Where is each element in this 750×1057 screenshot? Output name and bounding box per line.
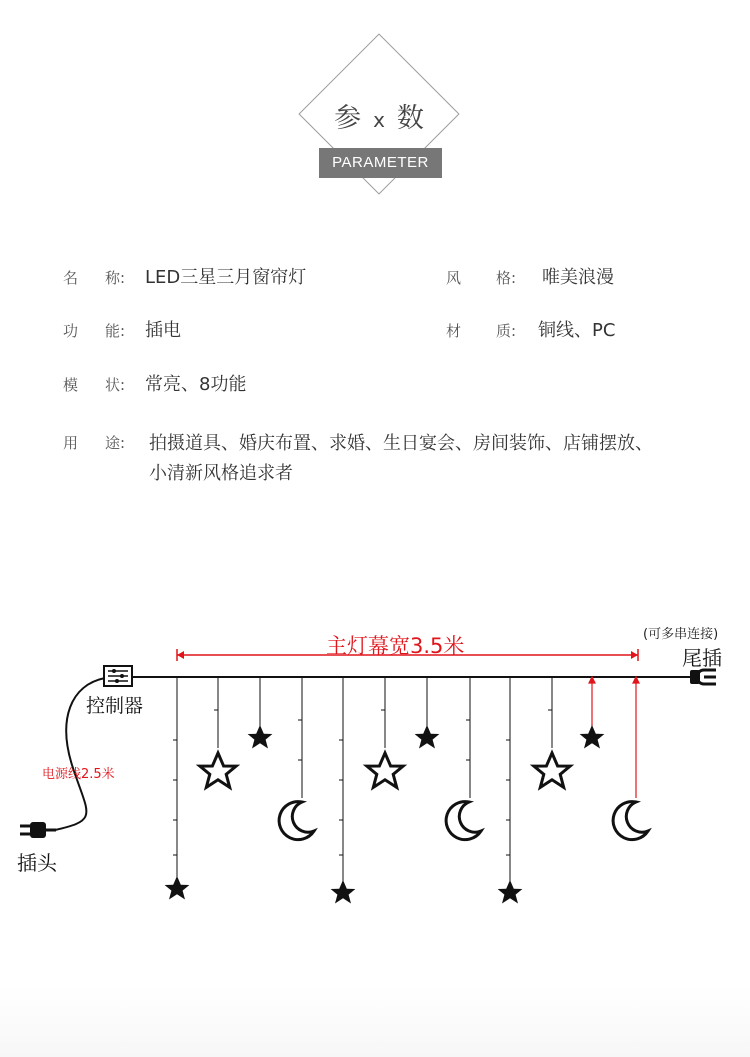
main-width-label: 主灯幕宽3.5米 — [326, 634, 465, 658]
param-label: 称: — [105, 269, 126, 287]
controller-label: 控制器 — [86, 695, 144, 717]
section-title — [300, 96, 460, 135]
plug-icon — [20, 822, 56, 838]
parameter-header — [0, 0, 750, 200]
param-label: 格: — [496, 269, 517, 287]
big-star-icon — [534, 753, 570, 787]
param-value: 常亮、8功能 — [145, 374, 247, 395]
big-star-icon — [367, 753, 403, 787]
param-label: 用 — [63, 434, 79, 452]
parameter-badge: PARAMETER — [319, 148, 442, 178]
param-label: 途: — [105, 434, 126, 452]
param-mode — [63, 370, 246, 396]
param-value — [149, 429, 729, 489]
controller-icon — [104, 666, 132, 686]
usage-line-2: 小清新风格追求者 — [149, 463, 293, 484]
moon-icon — [613, 802, 648, 840]
small-star-icon — [248, 725, 273, 749]
param-style — [446, 263, 614, 289]
param-label: 风 — [446, 269, 462, 287]
param-function — [63, 316, 181, 342]
tail-plug-label: 尾插 — [682, 646, 722, 670]
bottom-band — [0, 985, 750, 1057]
small-star-icon — [331, 880, 356, 904]
small-star-icon — [580, 725, 605, 749]
param-value: LED三星三月窗帘灯 — [145, 267, 307, 288]
usage-line-1: 拍摄道具、婚庆布置、求婚、生日宴会、房间装饰、店铺摆放、 — [149, 433, 653, 454]
param-label: 能: — [105, 322, 126, 340]
small-star-icon — [415, 725, 440, 749]
moon-icon — [279, 802, 314, 840]
title-x: x — [373, 108, 387, 132]
moon-icon — [446, 802, 481, 840]
plug-label: 插头 — [17, 851, 57, 875]
title-left-char: 参 — [334, 103, 364, 134]
small-star-icon — [498, 880, 523, 904]
param-label: 名 — [63, 269, 79, 287]
param-label: 功 — [63, 322, 79, 340]
title-right-char: 数 — [396, 103, 426, 134]
big-star-icon — [200, 753, 236, 787]
connect-note: (可多串连接) — [643, 627, 719, 642]
small-star-icon — [165, 876, 190, 900]
param-material — [446, 316, 615, 342]
tail-plug-icon — [690, 670, 716, 684]
param-value: 唯美浪漫 — [542, 267, 614, 288]
param-value: 铜线、PC — [538, 320, 616, 341]
param-label: 状: — [105, 376, 126, 394]
param-label: 材 — [446, 322, 462, 340]
cable-label: 电源线2.5米 — [42, 767, 115, 782]
curtain-light-diagram — [0, 600, 750, 960]
param-value: 插电 — [145, 320, 181, 341]
param-name — [63, 263, 306, 289]
param-label: 模 — [63, 376, 79, 394]
param-label: 质: — [496, 322, 517, 340]
